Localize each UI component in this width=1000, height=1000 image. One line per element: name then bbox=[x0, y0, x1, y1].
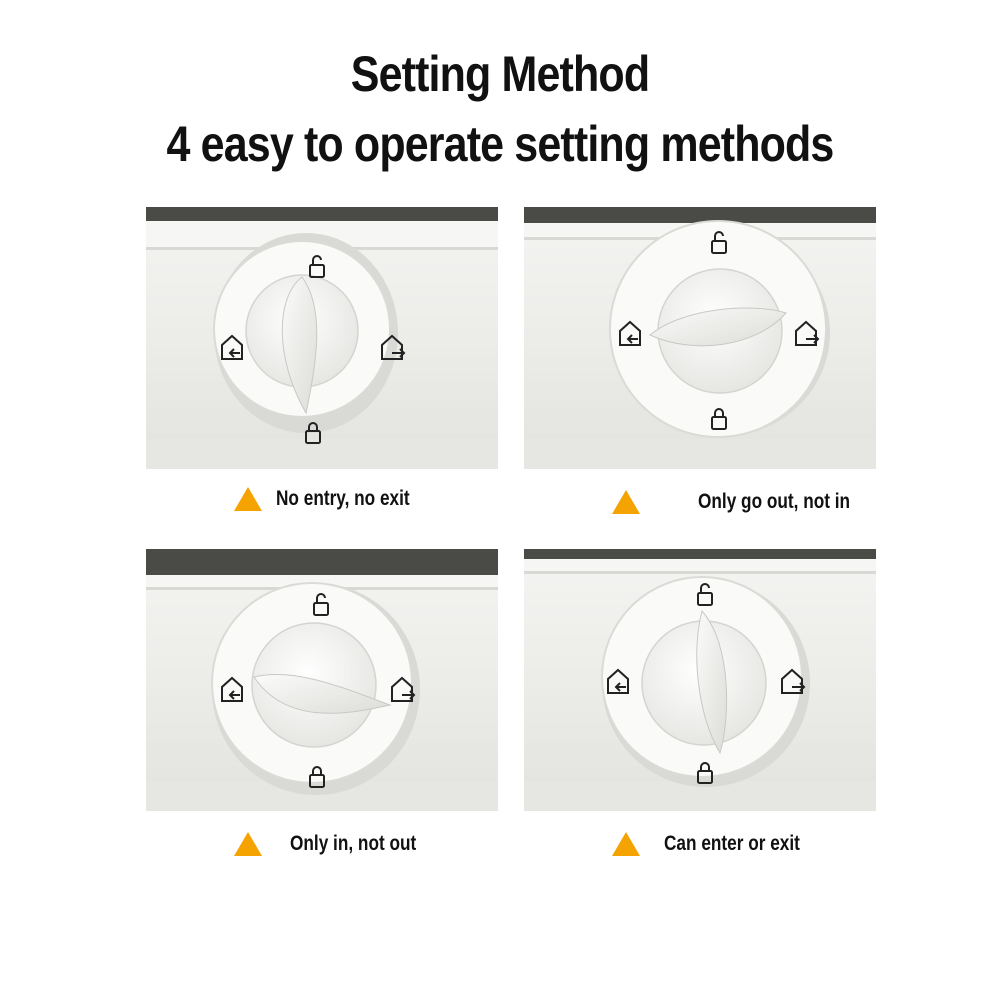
warning-triangle-icon bbox=[232, 830, 264, 858]
warning-triangle-icon bbox=[610, 488, 642, 516]
caption-4 bbox=[610, 830, 830, 858]
warning-triangle-icon bbox=[610, 830, 642, 858]
dial-panel-can-enter-or-exit bbox=[524, 549, 876, 811]
dial-panel-only-go-out bbox=[524, 207, 876, 469]
caption-3 bbox=[232, 830, 444, 858]
caption-text: Can enter or exit bbox=[664, 832, 800, 855]
dial-panel-no-entry-no-exit bbox=[146, 207, 498, 469]
page-subtitle: 4 easy to operate setting methods bbox=[166, 116, 834, 172]
caption-text: Only go out, not in bbox=[698, 490, 851, 513]
dial-panel-only-in bbox=[146, 549, 498, 811]
caption-text: Only in, not out bbox=[290, 832, 417, 855]
caption-text: No entry, no exit bbox=[276, 487, 410, 510]
caption-2 bbox=[610, 488, 883, 516]
warning-triangle-icon bbox=[232, 485, 264, 513]
caption-1 bbox=[232, 485, 439, 513]
page-title: Setting Method bbox=[350, 46, 650, 102]
